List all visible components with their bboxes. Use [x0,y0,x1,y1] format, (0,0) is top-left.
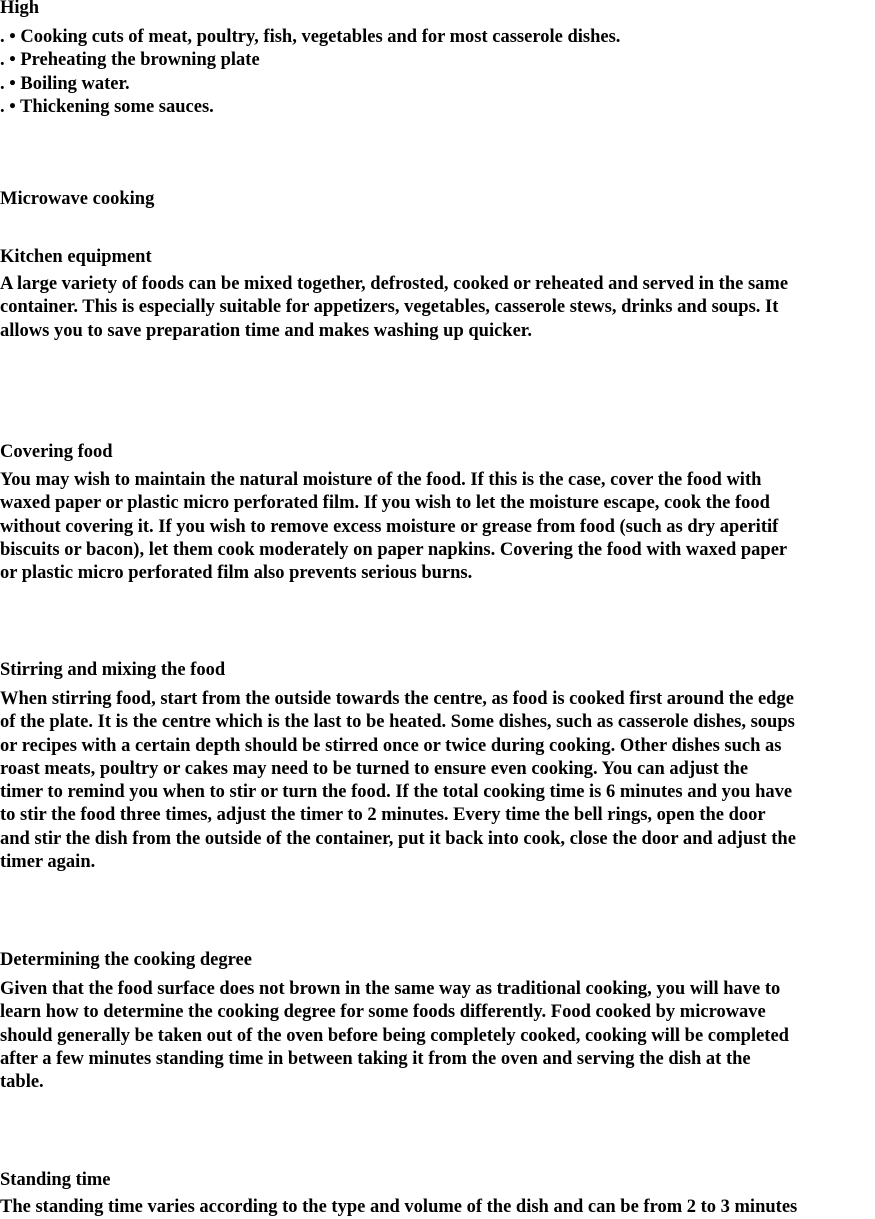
paragraph-line: of the plate. It is the centre which is the last to be heated. Some dishes, such as casserole dishes, soups [0,712,795,733]
paragraph-line: waxed paper or plastic micro perforated film. If you wish to let the moisture escape, cook the food [0,493,770,514]
bullet-item: . • Boiling water. [0,73,130,94]
paragraph-line: table. [0,1072,44,1093]
paragraph-line: learn how to determine the cooking degree for some foods differently. Food cooked by microwave [0,1002,766,1023]
paragraph-line: allows you to save preparation time and makes washing up quicker. [0,320,532,341]
bullet-item: . • Cooking cuts of meat, poultry, fish, vegetables and for most casserole dishes. [0,27,621,47]
cooking-degree-paragraph [0,978,875,1094]
standing-time-paragraph [0,1196,875,1219]
paragraph-line: roast meats, poultry or cakes may need to be turned to ensure even cooking. You can adjust the [0,758,749,779]
paragraph-line: Given that the food surface does not brown in the same way as traditional cooking, you will have to [0,979,781,999]
covering-food-heading: Covering food [0,442,113,462]
section-title: Microwave cooking [0,189,155,209]
paragraph-line: and stir the dish from the outside of the container, put it back into cook, close the door and adjust the [0,828,796,849]
paragraph-line: timer again. [0,852,96,873]
paragraph-line: A large variety of foods can be mixed together, defrosted, cooked or reheated and served in the same [0,274,789,294]
paragraph-line: or plastic micro perforated film also prevents serious burns. [0,563,473,584]
paragraph-line: or recipes with a certain depth should be stirred once or twice during cooking. Other dishes such as [0,735,782,756]
paragraph-line: biscuits or bacon), let them cook moderately on paper napkins. Covering the food with waxed paper [0,539,788,560]
paragraph-line: without covering it. If you wish to remove excess moisture or grease from food (such as dry aperitif [0,516,779,537]
covering-food-paragraph [0,469,875,585]
paragraph-line: after a few minutes standing time in between taking it from the oven and serving the dish at the [0,1048,751,1069]
paragraph-line: container. This is especially suitable for appetizers, vegetables, casserole stews, drinks and soups. It [0,297,779,318]
power-level-heading: High [0,0,40,18]
paragraph-line: timer to remind you when to stir or turn the food. If the total cooking time is 6 minutes and you have [0,782,793,803]
stirring-heading: Stirring and mixing the food [0,660,226,680]
paragraph-line: should generally be taken out of the oven before being completely cooked, cooking will be completed [0,1025,789,1046]
bullet-item: . • Thickening some sauces. [0,96,214,117]
cooking-degree-heading: Determining the cooking degree [0,950,252,970]
paragraph-line: You may wish to maintain the natural moisture of the food. If this is the case, cover the food with [0,470,762,490]
stirring-paragraph [0,688,875,874]
bullet-item: . • Preheating the browning plate [0,50,260,71]
kitchen-equipment-paragraph [0,273,875,343]
power-level-bullet-list [0,26,875,119]
paragraph-line: When stirring food, start from the outside towards the centre, as food is cooked first around the edge [0,689,794,709]
standing-time-heading: Standing time [0,1170,111,1190]
paragraph-line: to stir the food three times, adjust the timer to 2 minutes. Every time the bell rings, open the door [0,805,766,826]
paragraph-line: The standing time varies according to the type and volume of the dish and can be from 2 to 3 minutes [0,1197,798,1217]
kitchen-equipment-heading: Kitchen equipment [0,247,152,267]
